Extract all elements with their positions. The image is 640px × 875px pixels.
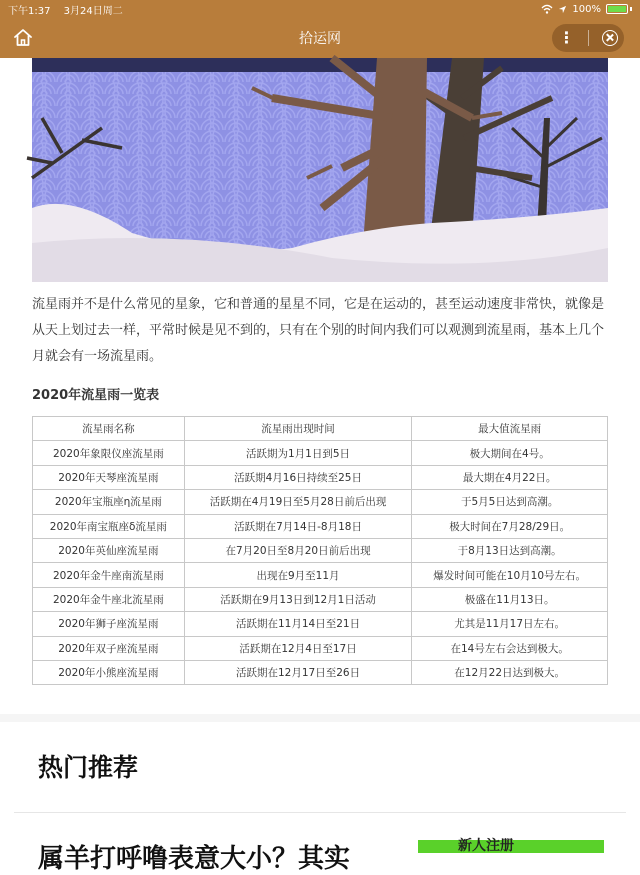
meteor-shower-table <box>32 416 608 685</box>
battery-percent: 100% <box>572 3 601 15</box>
table-cell: 2020年小熊座流星雨 <box>33 660 185 684</box>
table-cell: 活跃期在7月14日-8月18日 <box>184 514 412 538</box>
table-cell: 2020年金牛座北流星雨 <box>33 587 185 611</box>
table-cell: 2020年狮子座流星雨 <box>33 612 185 636</box>
mini-program-capsule <box>552 24 624 52</box>
table-cell: 活跃期在4月19日至5月28日前后出现 <box>184 490 412 514</box>
article-paragraph: 流星雨并不是什么常见的星象，它和普通的星星不同，它是在运动的，甚至运动速度非常快，就像是从天上划过去一样，平常时候是见不到的，只有在个别的时间内我们可以观测到流星雨，基本上几个月就会有一场流星雨。 <box>32 297 605 364</box>
recommend-item-title[interactable]: 属羊打呼噜表意大小？其实 <box>38 844 351 874</box>
status-bar <box>0 0 640 18</box>
table-cell: 尤其是11月17日左右。 <box>412 612 608 636</box>
capsule-separator <box>588 30 589 46</box>
table-header-cell: 流星雨名称 <box>33 417 185 441</box>
table-cell: 爆发时间可能在10月10号左右。 <box>412 563 608 587</box>
section-divider <box>0 714 640 722</box>
table-row <box>33 636 608 660</box>
table-cell: 2020年宝瓶座η流星雨 <box>33 490 185 514</box>
nav-bar <box>0 18 640 58</box>
thumbnail-text: 新人注册 <box>458 838 514 854</box>
page-title: 拾运网 <box>299 31 341 47</box>
wifi-icon <box>541 4 553 14</box>
table-row <box>33 465 608 489</box>
battery-cap <box>630 7 632 11</box>
table-cell: 活跃期在11月14日至21日 <box>184 612 412 636</box>
table-cell: 活跃期在12月4日至17日 <box>184 636 412 660</box>
table-row <box>33 660 608 684</box>
table-cell: 活跃期为1月1日到5日 <box>184 441 412 465</box>
table-cell: 2020年英仙座流星雨 <box>33 538 185 562</box>
table-cell: 极大期间在4号。 <box>412 441 608 465</box>
table-cell: 2020年南宝瓶座δ流星雨 <box>33 514 185 538</box>
table-cell: 活跃期在12月17日至26日 <box>184 660 412 684</box>
table-cell: 2020年双子座流星雨 <box>33 636 185 660</box>
table-cell: 活跃期在9月13日到12月1日活动 <box>184 587 412 611</box>
table-row <box>33 441 608 465</box>
table-cell: 极盛在11月13日。 <box>412 587 608 611</box>
status-date: 3月24日周二 <box>63 5 123 17</box>
table-cell: 在7月20日至8月20日前后出现 <box>184 538 412 562</box>
table-cell: 于8月13日达到高潮。 <box>412 538 608 562</box>
table-header-row <box>33 417 608 441</box>
table-row <box>33 612 608 636</box>
home-icon[interactable] <box>12 27 34 49</box>
table-cell: 出现在9月至11月 <box>184 563 412 587</box>
table-cell: 在12月22日达到极大。 <box>412 660 608 684</box>
table-cell: 于5月5日达到高潮。 <box>412 490 608 514</box>
table-cell: 2020年象限仪座流星雨 <box>33 441 185 465</box>
status-time: 下午1:37 <box>8 5 51 17</box>
table-cell: 在14号左右会达到极大。 <box>412 636 608 660</box>
table-row <box>33 587 608 611</box>
battery-icon <box>606 4 628 14</box>
table-title: 2020年流星雨一览表 <box>32 388 160 403</box>
recommend-item-thumbnail[interactable] <box>418 840 604 853</box>
section-underline <box>14 812 626 813</box>
table-cell: 2020年天琴座流星雨 <box>33 465 185 489</box>
table-cell: 最大期在4月22日。 <box>412 465 608 489</box>
more-dots-icon[interactable]: ⋮ <box>558 28 575 47</box>
table-header-cell: 流星雨出现时间 <box>184 417 412 441</box>
location-arrow-icon <box>558 5 567 14</box>
table-header-cell: 最大值流星雨 <box>412 417 608 441</box>
winter-trees-illustration <box>32 58 608 282</box>
recommend-section-title: 热门推荐 <box>38 753 139 782</box>
table-row <box>33 563 608 587</box>
table-row <box>33 538 608 562</box>
close-circle-icon[interactable] <box>602 30 618 46</box>
table-cell: 极大时间在7月28/29日。 <box>412 514 608 538</box>
table-row <box>33 514 608 538</box>
table-cell: 活跃期4月16日持续至25日 <box>184 465 412 489</box>
table-row <box>33 490 608 514</box>
table-cell: 2020年金牛座南流星雨 <box>33 563 185 587</box>
